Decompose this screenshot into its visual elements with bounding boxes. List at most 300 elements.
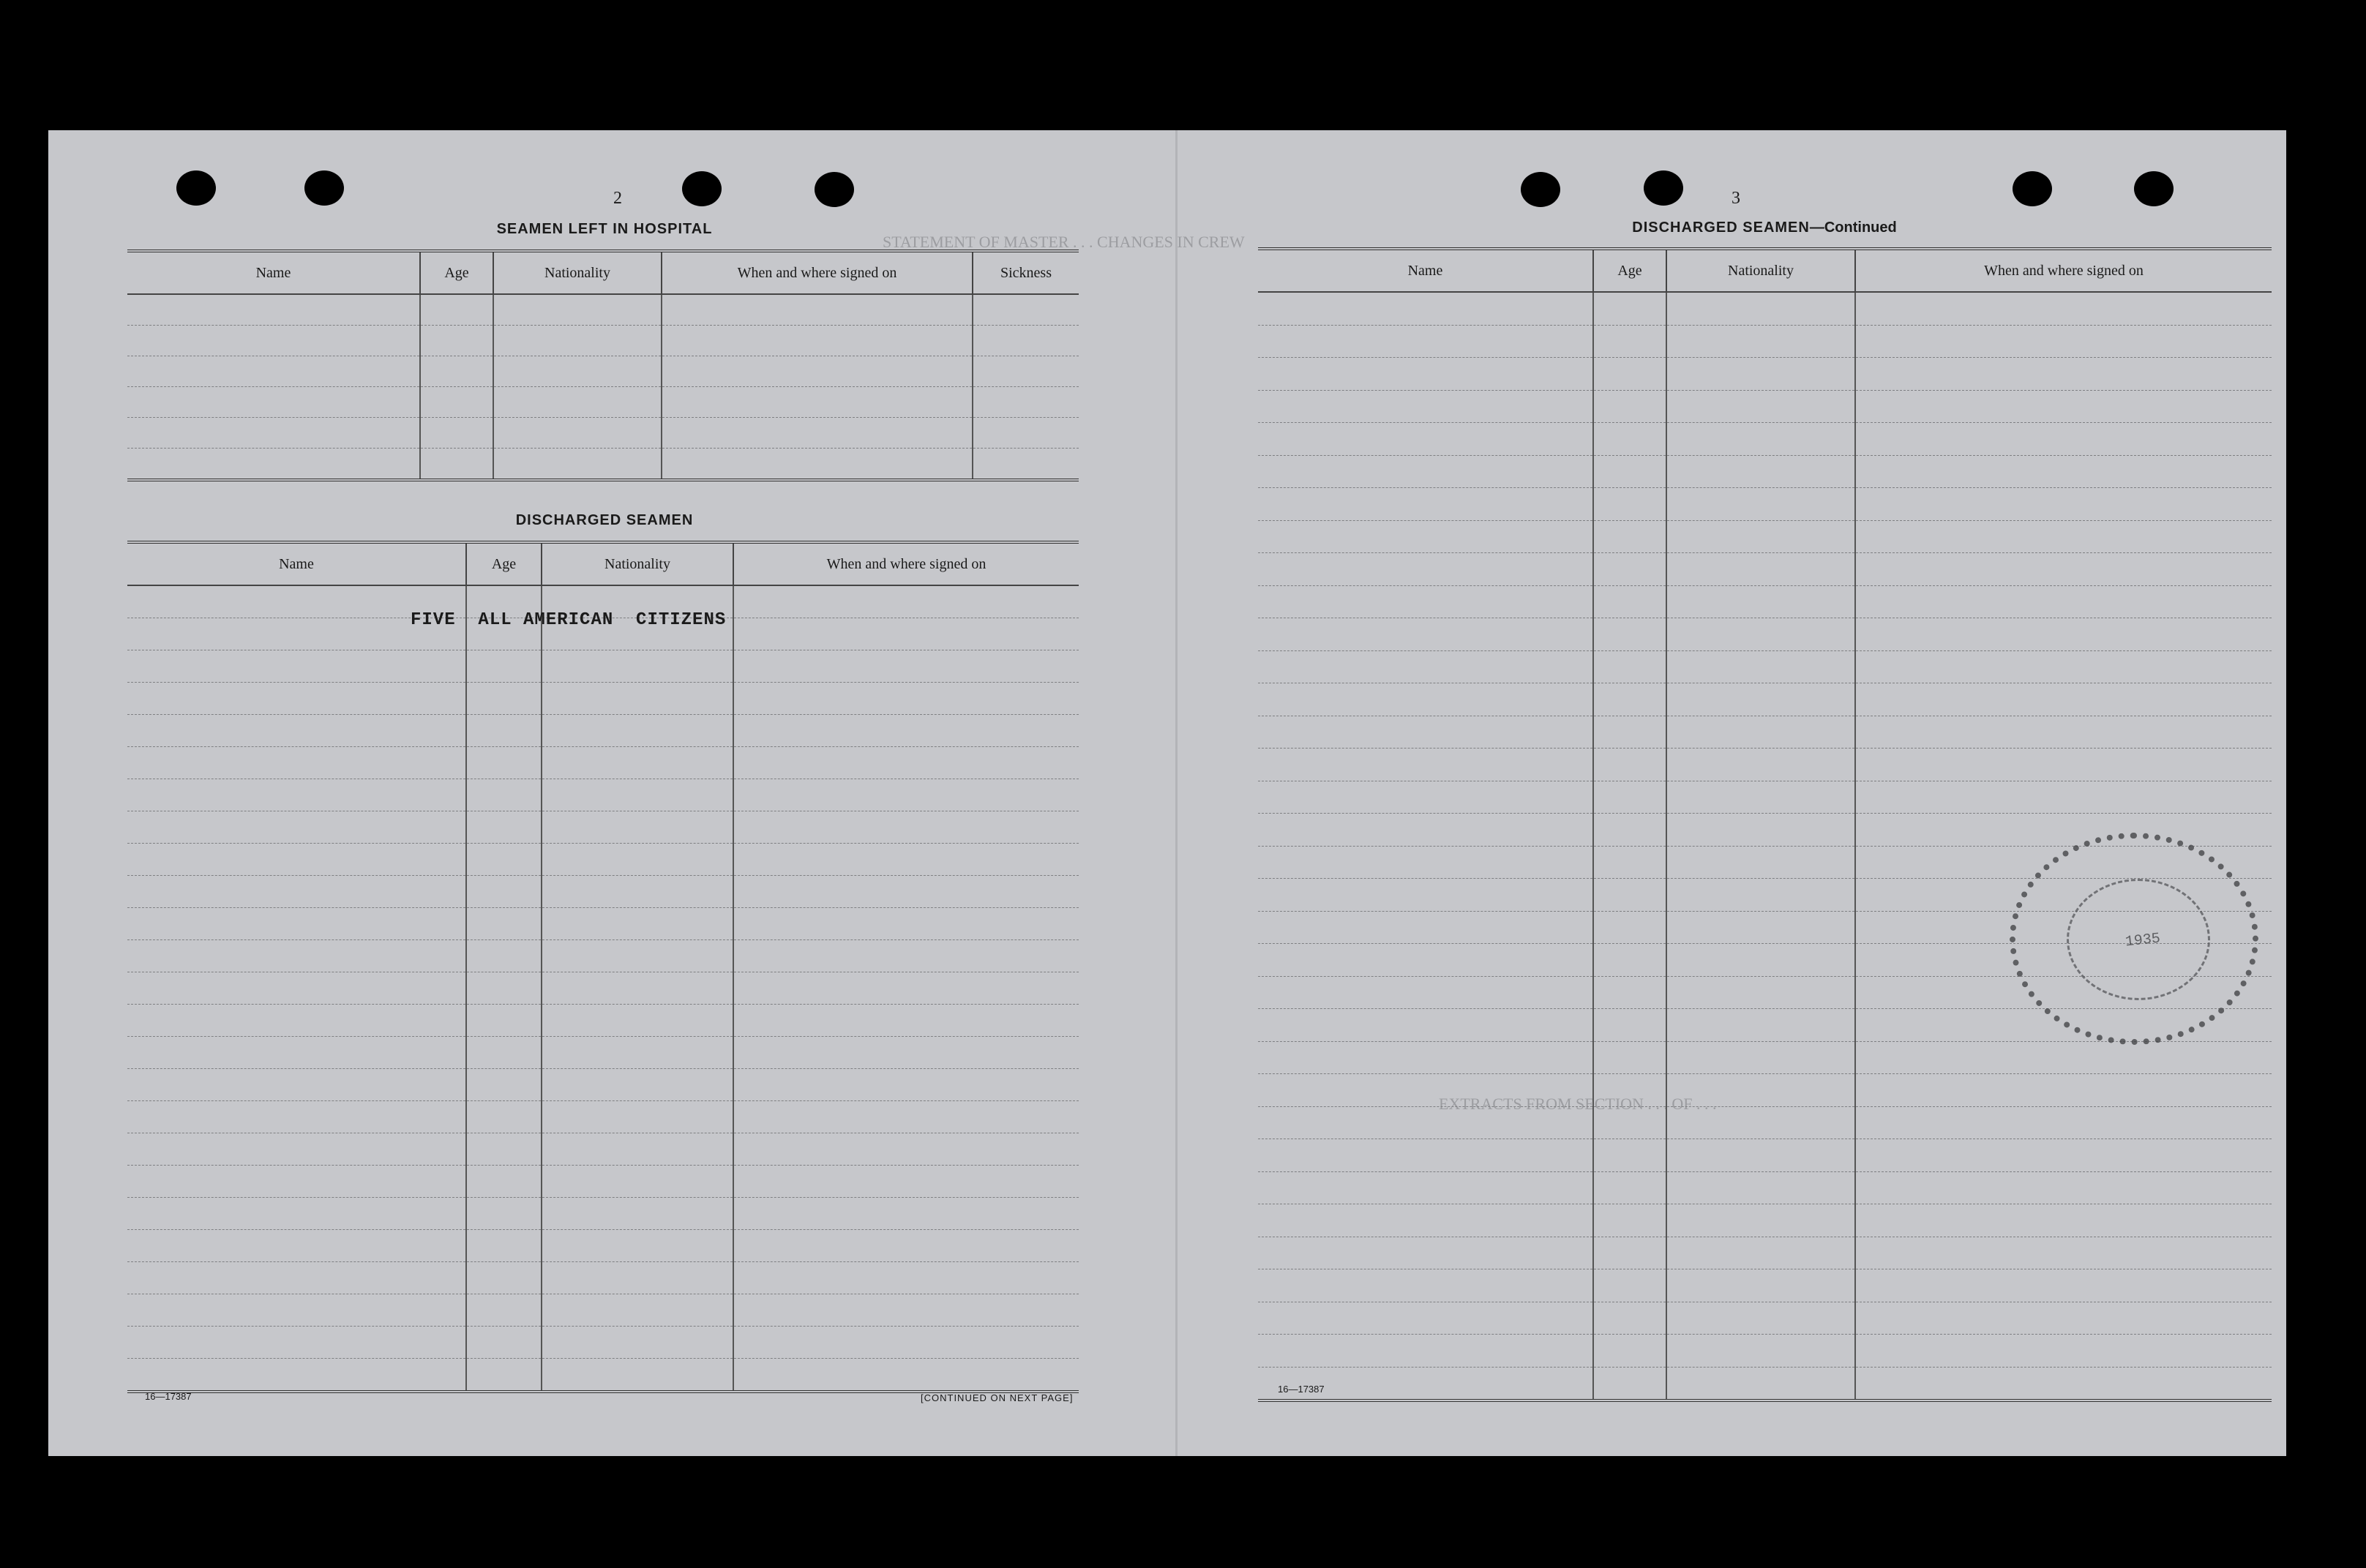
table-cell	[1855, 1204, 2272, 1237]
table-row	[1258, 1106, 2272, 1139]
table-row	[1258, 1074, 2272, 1107]
table-cell	[1593, 976, 1666, 1009]
table-cell	[1258, 781, 1593, 814]
table-cell	[1593, 1367, 1666, 1400]
table-cell	[733, 811, 1079, 844]
table-cell	[466, 1005, 542, 1037]
hospital-table	[127, 250, 1079, 481]
discharged-table	[127, 541, 1079, 1393]
table-cell	[1593, 1074, 1666, 1107]
table-cell	[127, 940, 466, 972]
table-cell	[662, 449, 973, 481]
table-cell	[1855, 455, 2272, 488]
table-cell	[127, 1037, 466, 1069]
table-cell	[1258, 650, 1593, 683]
table-row	[127, 1005, 1079, 1037]
table-cell	[1666, 716, 1855, 749]
table-cell	[733, 683, 1079, 715]
table-cell	[1666, 358, 1855, 391]
table-cell	[420, 356, 493, 387]
table-cell	[1855, 1041, 2272, 1074]
table-cell	[1258, 911, 1593, 944]
table-cell	[127, 779, 466, 811]
col-header-age: Age	[420, 251, 493, 294]
table-cell	[733, 1327, 1079, 1359]
table-cell	[542, 1262, 733, 1294]
table-row	[127, 356, 1079, 387]
table-cell	[1855, 520, 2272, 553]
table-cell	[127, 1327, 466, 1359]
table-row	[127, 1198, 1079, 1230]
table-cell	[1855, 292, 2272, 325]
table-cell	[733, 1166, 1079, 1198]
table-cell	[127, 1230, 466, 1262]
table-cell	[1593, 683, 1666, 716]
table-cell	[493, 418, 662, 449]
table-row	[127, 747, 1079, 779]
table-cell	[420, 326, 493, 356]
table-row	[127, 449, 1079, 481]
title-main: DISCHARGED SEAMEN	[1632, 220, 1810, 236]
table-cell	[127, 387, 420, 418]
table-cell	[733, 844, 1079, 876]
table-row	[1258, 1139, 2272, 1172]
table-cell	[1666, 1335, 1855, 1368]
table-cell	[733, 940, 1079, 972]
table-cell	[1855, 1106, 2272, 1139]
table-cell	[127, 715, 466, 747]
table-cell	[542, 908, 733, 940]
table-cell	[542, 1133, 733, 1166]
table-cell	[493, 387, 662, 418]
table-cell	[466, 908, 542, 940]
page-number: 3	[1732, 189, 1740, 208]
table-row	[1258, 716, 2272, 749]
table-cell	[542, 1359, 733, 1392]
table-cell	[493, 326, 662, 356]
table-cell	[1593, 1302, 1666, 1335]
table-cell	[1666, 1302, 1855, 1335]
table-cell	[1855, 650, 2272, 683]
table-cell	[466, 1230, 542, 1262]
table-row	[1258, 455, 2272, 488]
table-cell	[1593, 1204, 1666, 1237]
table-cell	[1593, 520, 1666, 553]
table-cell	[1258, 358, 1593, 391]
table-cell	[1666, 1009, 1855, 1042]
table-cell	[1855, 716, 2272, 749]
table-row	[127, 387, 1079, 418]
table-cell	[466, 1133, 542, 1166]
table-cell	[1593, 1106, 1666, 1139]
col-header-nationality: Nationality	[542, 542, 733, 585]
table-cell	[1666, 520, 1855, 553]
table-row	[127, 650, 1079, 683]
table-cell	[542, 940, 733, 972]
table-cell	[466, 779, 542, 811]
table-cell	[127, 294, 420, 326]
table-cell	[127, 1069, 466, 1101]
table-row	[127, 418, 1079, 449]
table-cell	[1666, 553, 1855, 586]
table-cell	[1258, 879, 1593, 912]
table-row	[127, 1294, 1079, 1327]
table-cell	[733, 1359, 1079, 1392]
table-row	[127, 1069, 1079, 1101]
bleed-through-text: STATEMENT OF MASTER . . . CHANGES IN CREW	[883, 233, 1245, 251]
table-cell	[1593, 846, 1666, 879]
table-cell	[1593, 911, 1666, 944]
center-fold	[1175, 130, 1178, 1456]
table-cell	[542, 683, 733, 715]
table-row	[127, 1359, 1079, 1392]
table-cell	[127, 418, 420, 449]
table-cell	[127, 1359, 466, 1392]
table-row	[127, 1262, 1079, 1294]
table-cell	[1258, 814, 1593, 847]
table-cell	[1593, 944, 1666, 977]
table-cell	[662, 294, 973, 326]
table-cell	[1666, 814, 1855, 847]
table-cell	[466, 940, 542, 972]
postmark-date: 1935	[2124, 930, 2162, 951]
discharged-section-title: DISCHARGED SEAMEN	[515, 512, 694, 528]
table-cell	[466, 1037, 542, 1069]
table-cell	[1666, 1074, 1855, 1107]
table-cell	[466, 1262, 542, 1294]
table-cell	[733, 1037, 1079, 1069]
table-row	[1258, 358, 2272, 391]
table-cell	[1855, 423, 2272, 456]
table-cell	[733, 876, 1079, 908]
table-cell	[1258, 1139, 1593, 1172]
table-cell	[733, 1198, 1079, 1230]
table-cell	[466, 811, 542, 844]
table-cell	[466, 650, 542, 683]
table-cell	[1666, 1139, 1855, 1172]
table-cell	[466, 972, 542, 1005]
table-cell	[1666, 325, 1855, 358]
table-cell	[1258, 944, 1593, 977]
table-cell	[1258, 716, 1593, 749]
table-cell	[1666, 879, 1855, 912]
table-cell	[127, 972, 466, 1005]
table-cell	[466, 683, 542, 715]
table-cell	[1593, 1269, 1666, 1302]
table-cell	[127, 1005, 466, 1037]
table-cell	[127, 1294, 466, 1327]
table-cell	[973, 449, 1079, 481]
table-cell	[1258, 1302, 1593, 1335]
punch-hole	[2013, 171, 2052, 206]
table-row	[127, 326, 1079, 356]
table-row	[1258, 553, 2272, 586]
table-cell	[733, 1294, 1079, 1327]
col-header-sickness: Sickness	[973, 251, 1079, 294]
table-cell	[1666, 976, 1855, 1009]
table-cell	[733, 1230, 1079, 1262]
table-cell	[1258, 683, 1593, 716]
table-cell	[1593, 325, 1666, 358]
table-row	[127, 876, 1079, 908]
table-row	[1258, 683, 2272, 716]
table-cell	[1666, 488, 1855, 521]
table-cell	[1666, 455, 1855, 488]
table-cell	[127, 326, 420, 356]
col-header-nationality: Nationality	[493, 251, 662, 294]
table-cell	[1666, 1237, 1855, 1269]
table-cell	[973, 356, 1079, 387]
table-row	[1258, 292, 2272, 325]
table-cell	[127, 1198, 466, 1230]
punch-hole	[304, 170, 344, 206]
document-page-spread	[48, 130, 2286, 1456]
table-cell	[1258, 553, 1593, 586]
table-cell	[466, 747, 542, 779]
table-cell	[1258, 1269, 1593, 1302]
table-row	[1258, 1335, 2272, 1368]
discharged-continued-title	[1259, 220, 2269, 236]
table-cell	[1855, 1074, 2272, 1107]
table-cell	[733, 908, 1079, 940]
table-cell	[1593, 390, 1666, 423]
table-cell	[1666, 650, 1855, 683]
table-cell	[1593, 585, 1666, 618]
table-cell	[662, 418, 973, 449]
col-header-nationality: Nationality	[1666, 249, 1855, 292]
table-cell	[1666, 1171, 1855, 1204]
table-cell	[542, 1198, 733, 1230]
table-cell	[542, 811, 733, 844]
table-cell	[1258, 749, 1593, 781]
table-cell	[1258, 618, 1593, 651]
table-cell	[420, 294, 493, 326]
table-row	[127, 1037, 1079, 1069]
table-cell	[127, 356, 420, 387]
table-row	[1258, 325, 2272, 358]
table-cell	[1666, 749, 1855, 781]
table-cell	[1855, 1171, 2272, 1204]
table-cell	[1593, 1041, 1666, 1074]
table-row	[1258, 1204, 2272, 1237]
table-cell	[1258, 1074, 1593, 1107]
table-row	[127, 779, 1079, 811]
table-row	[127, 940, 1079, 972]
table-cell	[733, 747, 1079, 779]
table-cell	[733, 1005, 1079, 1037]
table-row	[127, 844, 1079, 876]
table-row	[1258, 1171, 2272, 1204]
table-cell	[1855, 585, 2272, 618]
col-header-signed-on: When and where signed on	[1855, 249, 2272, 292]
form-number: 16—17387	[1278, 1384, 1325, 1395]
table-cell	[973, 418, 1079, 449]
table-cell	[542, 779, 733, 811]
table-cell	[1666, 1106, 1855, 1139]
punch-hole	[682, 171, 722, 206]
table-cell	[1666, 911, 1855, 944]
table-cell	[733, 650, 1079, 683]
table-row	[127, 1166, 1079, 1198]
table-cell	[733, 585, 1079, 618]
table-cell	[1666, 846, 1855, 879]
table-row	[127, 1327, 1079, 1359]
table-cell	[1593, 1335, 1666, 1368]
punch-hole	[2134, 171, 2174, 206]
title-suffix: —Continued	[1809, 220, 1897, 236]
table-row	[127, 811, 1079, 844]
table-cell	[1666, 1367, 1855, 1400]
table-cell	[1855, 1269, 2272, 1302]
table-cell	[1593, 650, 1666, 683]
table-cell	[1593, 618, 1666, 651]
table-cell	[420, 387, 493, 418]
table-cell	[1855, 325, 2272, 358]
form-number: 16—17387	[145, 1391, 192, 1402]
table-row	[127, 1133, 1079, 1166]
table-row	[1258, 520, 2272, 553]
table-cell	[127, 449, 420, 481]
table-cell	[1258, 455, 1593, 488]
punch-hole	[176, 170, 216, 206]
col-header-signed-on: When and where signed on	[662, 251, 973, 294]
table-row	[127, 972, 1079, 1005]
table-cell	[542, 747, 733, 779]
table-row	[127, 1230, 1079, 1262]
table-cell	[1666, 1041, 1855, 1074]
table-cell	[1855, 1302, 2272, 1335]
table-cell	[466, 1294, 542, 1327]
table-row	[1258, 1237, 2272, 1269]
table-cell	[1855, 781, 2272, 814]
table-cell	[1258, 325, 1593, 358]
table-cell	[1258, 390, 1593, 423]
table-cell	[1666, 618, 1855, 651]
table-row	[1258, 650, 2272, 683]
table-cell	[542, 1101, 733, 1133]
table-cell	[1258, 585, 1593, 618]
table-cell	[1593, 1139, 1666, 1172]
table-row	[127, 908, 1079, 940]
table-cell	[127, 1101, 466, 1133]
table-cell	[1258, 292, 1593, 325]
table-cell	[493, 449, 662, 481]
table-cell	[1593, 814, 1666, 847]
table-cell	[1593, 781, 1666, 814]
col-header-name: Name	[127, 542, 466, 585]
table-cell	[973, 294, 1079, 326]
col-header-age: Age	[1593, 249, 1666, 292]
table-cell	[1593, 488, 1666, 521]
table-cell	[466, 1166, 542, 1198]
table-cell	[542, 844, 733, 876]
col-header-signed-on: When and where signed on	[733, 542, 1079, 585]
punch-hole	[815, 172, 854, 207]
table-cell	[1855, 683, 2272, 716]
table-cell	[1593, 553, 1666, 586]
table-cell	[1666, 781, 1855, 814]
bleed-through-text: EXTRACTS FROM SECTION . . . OF . . .	[1439, 1095, 1717, 1113]
table-cell	[127, 1262, 466, 1294]
table-cell	[127, 650, 466, 683]
table-row	[1258, 618, 2272, 651]
table-cell	[1855, 1237, 2272, 1269]
table-cell	[733, 1101, 1079, 1133]
table-cell	[1855, 488, 2272, 521]
table-cell	[420, 449, 493, 481]
table-cell	[733, 1133, 1079, 1166]
continued-note: [CONTINUED ON NEXT PAGE]	[921, 1392, 1074, 1403]
table-cell	[466, 1359, 542, 1392]
table-row	[1258, 1269, 2272, 1302]
table-cell	[466, 876, 542, 908]
table-cell	[1855, 1367, 2272, 1400]
table-cell	[466, 1101, 542, 1133]
table-cell	[1258, 1009, 1593, 1042]
table-cell	[127, 1166, 466, 1198]
table-cell	[1593, 716, 1666, 749]
table-cell	[1258, 488, 1593, 521]
table-cell	[662, 387, 973, 418]
table-cell	[733, 1262, 1079, 1294]
table-row	[1258, 1041, 2272, 1074]
table-cell	[127, 876, 466, 908]
table-cell	[1258, 1237, 1593, 1269]
table-row	[1258, 585, 2272, 618]
table-cell	[1666, 423, 1855, 456]
table-cell	[1855, 1139, 2272, 1172]
table-cell	[733, 618, 1079, 650]
table-row	[1258, 1302, 2272, 1335]
table-cell	[542, 650, 733, 683]
table-cell	[1593, 1237, 1666, 1269]
table-cell	[733, 779, 1079, 811]
table-cell	[127, 747, 466, 779]
punch-hole	[1521, 172, 1560, 207]
table-cell	[1258, 1335, 1593, 1368]
table-row	[127, 715, 1079, 747]
table-cell	[1666, 390, 1855, 423]
table-row	[127, 294, 1079, 326]
table-cell	[1593, 749, 1666, 781]
table-cell	[1666, 585, 1855, 618]
table-cell	[542, 972, 733, 1005]
table-cell	[466, 1198, 542, 1230]
table-cell	[1855, 390, 2272, 423]
table-cell	[1666, 1204, 1855, 1237]
table-cell	[1666, 944, 1855, 977]
col-header-name: Name	[1258, 249, 1593, 292]
table-cell	[466, 844, 542, 876]
table-cell	[127, 844, 466, 876]
table-cell	[1258, 520, 1593, 553]
table-cell	[1593, 1009, 1666, 1042]
table-cell	[542, 1005, 733, 1037]
table-cell	[1258, 1171, 1593, 1204]
table-cell	[493, 294, 662, 326]
table-cell	[1855, 814, 2272, 847]
col-header-name: Name	[127, 251, 420, 294]
table-cell	[1258, 1106, 1593, 1139]
table-cell	[542, 1037, 733, 1069]
table-cell	[127, 683, 466, 715]
table-cell	[1593, 292, 1666, 325]
table-cell	[466, 1069, 542, 1101]
table-row	[1258, 749, 2272, 781]
table-cell	[1855, 358, 2272, 391]
table-cell	[466, 715, 542, 747]
table-cell	[127, 1133, 466, 1166]
